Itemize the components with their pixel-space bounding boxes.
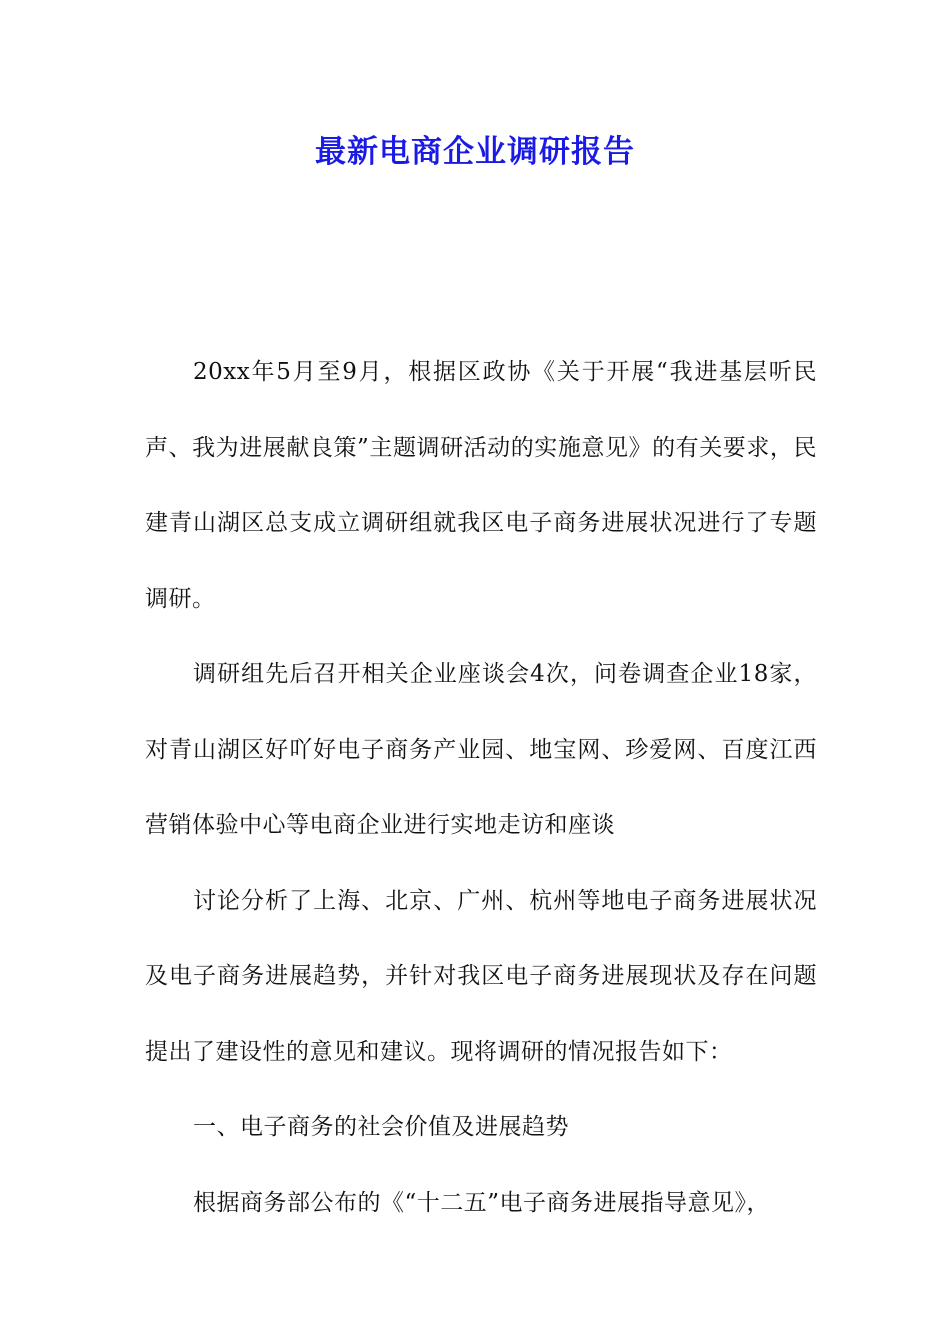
document-title: 最新电商企业调研报告 (315, 134, 635, 170)
paragraph-intro: 20xx年5月至9月，根据区政协《关于开展“我进基层听民声、我为进展献良策”主题调研活动的实施意见》的有关要求，民建青山湖区总支成立调研组就我区电子商务进展状况进行了专题调研。 (145, 359, 817, 612)
paragraph-analysis: 讨论分析了上海、北京、广州、杭州等地电子商务进展状况及电子商务进展趋势，并针对我区电子商务进展现状及存在问题提出了建设性的意见和建议。现将调研的情况报告如下： (145, 887, 817, 1065)
document-body (145, 335, 817, 1241)
paragraph-survey: 调研组先后召开相关企业座谈会4次，问卷调查企业18家，对青山湖区好吖好电子商务产业园、地宝网、珍爱网、百度江西营销体验中心等电商企业进行实地走访和座谈 (145, 661, 817, 838)
paragraph-section-1: 根据商务部公布的《“十二五”电子商务进展指导意见》， (193, 1189, 771, 1216)
section-heading-1: 一、电子商务的社会价值及进展趋势 (193, 1114, 569, 1140)
